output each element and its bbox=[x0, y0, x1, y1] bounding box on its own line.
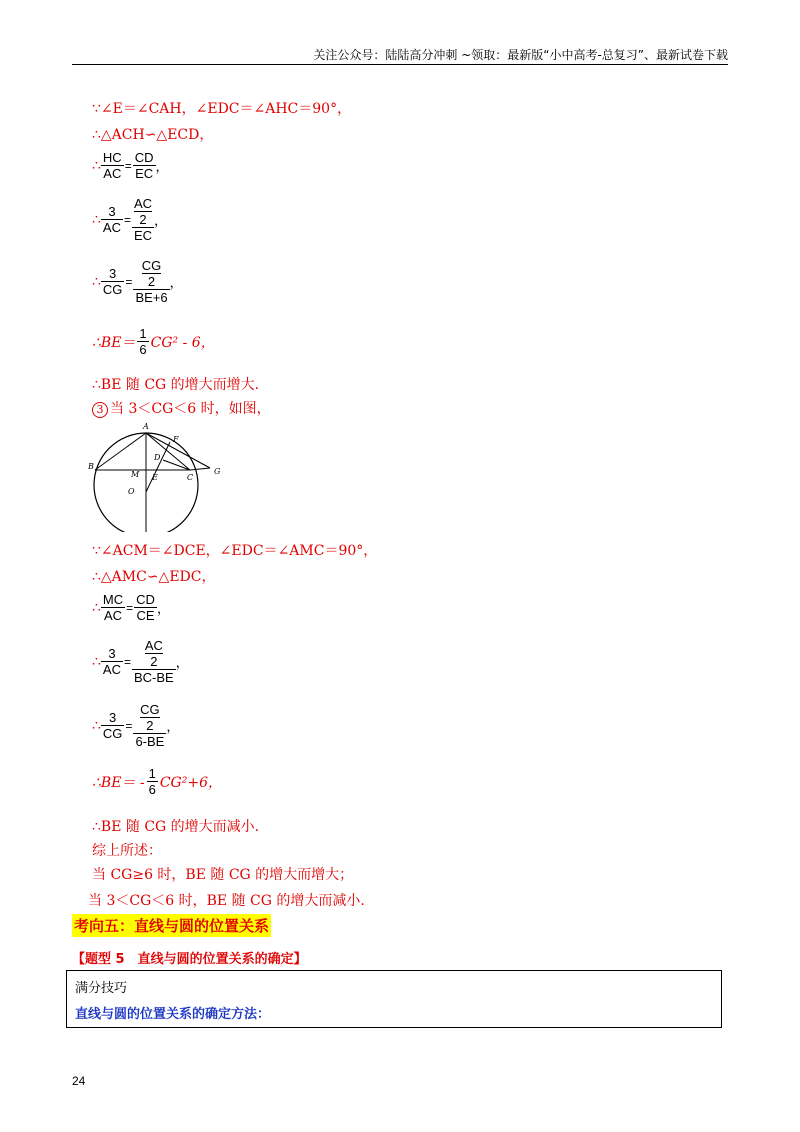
label-e: E bbox=[152, 473, 158, 482]
be-expression: ∴BE＝ $\frac{1}{6}$ CG² - 6， bbox=[92, 326, 215, 357]
line-dc bbox=[163, 460, 190, 470]
proportion-equation: ∴ $\frac{3}{AC}$ = $\frac{\frac{AC}{2}}{EC}$ ， bbox=[92, 196, 168, 243]
proportion-equation: ∴ $\frac{3}{CG}$ = $\frac{\frac{CG}{2}}{BE+6}$ ， bbox=[92, 258, 183, 305]
label-c: C bbox=[187, 473, 194, 482]
tips-box-title: 满分技巧 bbox=[75, 981, 128, 996]
label-f: F bbox=[173, 435, 179, 444]
section-heading: 考向五：直线与圆的位置关系 bbox=[72, 914, 271, 937]
proportion-equation: ∴ $\frac{HC}{AC}$ = $\frac{CD}{EC}$ ， bbox=[92, 150, 169, 181]
line-ac bbox=[146, 433, 190, 470]
page-number: 24 bbox=[72, 1074, 86, 1088]
proof-line: ∴BE 随 CG 的增大而增大. bbox=[92, 377, 260, 393]
page-header bbox=[72, 44, 728, 65]
summary-line: 当 3＜CG＜6 时，BE 随 CG 的增大而减小. bbox=[88, 893, 365, 909]
proof-line: ∵∠E＝∠CAH，∠EDC＝∠AHC＝90°， bbox=[92, 101, 352, 117]
proof-line: ∵∠ACM＝∠DCE，∠EDC＝∠AMC＝90°， bbox=[92, 543, 378, 559]
proof-line: ∴BE 随 CG 的增大而减小. bbox=[92, 819, 260, 835]
proportion-equation: ∴ $\frac{MC}{AC}$ = $\frac{CD}{CE}$ ， bbox=[92, 592, 170, 623]
line-fe bbox=[146, 442, 170, 492]
proportion-equation: ∴ $\frac{3}{AC}$ = $\frac{\frac{AC}{2}}{BC-BE}$ ， bbox=[92, 638, 189, 685]
header-text: 关注公众号：陆陆高分冲刺 ~领取：最新版“小中高考-总复习”、最新试卷下载 bbox=[313, 48, 728, 62]
line-ab bbox=[95, 433, 146, 470]
label-d: D bbox=[154, 453, 161, 462]
label-a: A bbox=[143, 422, 149, 431]
proportion-equation: ∴ $\frac{3}{CG}$ = $\frac{\frac{CG}{2}}{6-BE}$ ， bbox=[92, 702, 180, 749]
tips-box bbox=[66, 970, 722, 1028]
proof-line: ∴△AMC∽△EDC， bbox=[92, 569, 216, 585]
label-o: O bbox=[128, 487, 135, 496]
circled-number: 3 bbox=[92, 402, 108, 418]
line-cg bbox=[190, 468, 210, 470]
summary-line: 当 CG≥6 时，BE 随 CG 的增大而增大； bbox=[92, 867, 354, 883]
case-line: 3 当 3＜CG＜6 时，如图， bbox=[92, 398, 271, 418]
label-g: G bbox=[214, 467, 221, 476]
circle-geometry-figure bbox=[88, 420, 228, 532]
be-expression: ∴BE＝ - $\frac{1}{6}$ CG²+6， bbox=[92, 766, 222, 797]
topic-heading: 【题型 5 直线与圆的位置关系的确定】 bbox=[72, 952, 307, 967]
label-b: B bbox=[88, 462, 94, 471]
proof-line: ∴△ACH∽△ECD， bbox=[92, 127, 214, 143]
summary-line: 综上所述： bbox=[92, 843, 162, 859]
tips-box-subtitle: 直线与圆的位置关系的确定方法： bbox=[75, 1007, 271, 1022]
label-m: M bbox=[131, 470, 140, 479]
